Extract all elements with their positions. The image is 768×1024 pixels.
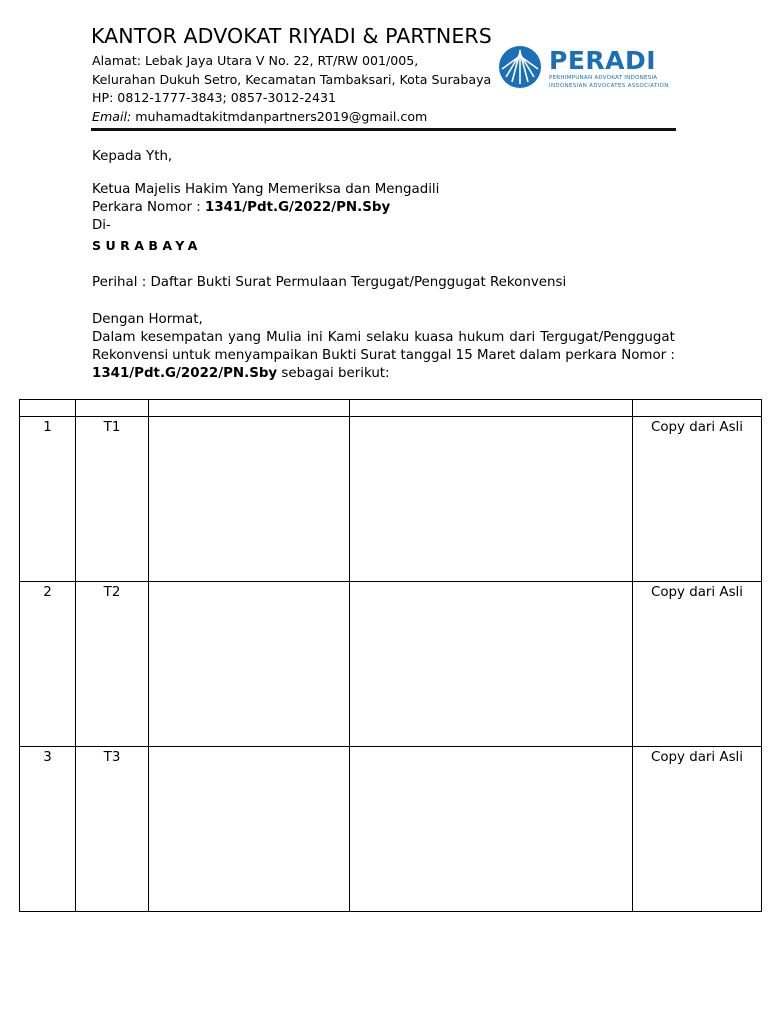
case-number: 1341/Pdt.G/2022/PN.Sby bbox=[205, 200, 391, 215]
body-paragraph bbox=[92, 329, 675, 383]
phone-line: HP: 0812-1777-3843; 0857-3012-2431 bbox=[92, 90, 337, 105]
evidence-cell bbox=[149, 582, 350, 747]
body-word: menyampaikan bbox=[214, 348, 319, 363]
firm-name: KANTOR ADVOKAT RIYADI & PARTNERS bbox=[91, 24, 492, 48]
address-line-1: Alamat: Lebak Jaya Utara V No. 22, RT/RW 001/005, bbox=[92, 53, 419, 68]
evidence-code: T1 bbox=[76, 417, 149, 582]
table-row bbox=[20, 417, 762, 582]
greeting: Dengan Hormat, bbox=[92, 312, 203, 327]
address-line-2: Kelurahan Dukuh Setro, Kecamatan Tambaksari, Kota Surabaya bbox=[92, 72, 492, 87]
body-word: dalam perkara Nomor : bbox=[519, 348, 675, 363]
body-line-3-rest: sebagai berikut: bbox=[277, 366, 390, 381]
recipient: Ketua Majelis Hakim Yang Memeriksa dan Mengadili bbox=[92, 182, 440, 197]
email-line bbox=[92, 109, 427, 124]
row-number: 2 bbox=[20, 582, 76, 747]
body-word: Surat tanggal 15 Maret bbox=[360, 348, 516, 363]
letterhead-divider bbox=[91, 128, 676, 131]
body-word: selaku bbox=[366, 330, 410, 345]
header-cell bbox=[76, 400, 149, 417]
email-label: Email: bbox=[92, 109, 132, 124]
body-word: Kami bbox=[327, 330, 362, 345]
evidence-table bbox=[19, 399, 762, 912]
header-cell bbox=[633, 400, 762, 417]
body-word: ini bbox=[306, 330, 323, 345]
body-line-1 bbox=[92, 329, 675, 347]
body-word: Mulia bbox=[266, 330, 302, 345]
logo-subtitle-en: INDONESIAN ADVOCATES ASSOCIATION bbox=[549, 83, 669, 89]
logo-name: PERADI bbox=[549, 46, 657, 75]
evidence-cell bbox=[350, 747, 633, 912]
letterhead bbox=[0, 0, 768, 140]
body-word: Rekonvensi bbox=[92, 348, 169, 363]
row-number: 3 bbox=[20, 747, 76, 912]
header-cell bbox=[350, 400, 633, 417]
evidence-cell bbox=[350, 417, 633, 582]
table-row bbox=[20, 747, 762, 912]
row-number: 1 bbox=[20, 417, 76, 582]
peradi-emblem-icon bbox=[497, 44, 543, 90]
logo-subtitle-id: PERHIMPUNAN ADVOKAT INDONESIA bbox=[549, 75, 658, 81]
body-word: kesempatan bbox=[140, 330, 223, 345]
case-reference bbox=[92, 200, 390, 215]
evidence-note: Copy dari Asli bbox=[633, 582, 762, 747]
body-word: untuk bbox=[172, 348, 211, 363]
body-word: dari bbox=[509, 330, 536, 345]
table-row bbox=[20, 582, 762, 747]
body-word: Dalam bbox=[92, 330, 136, 345]
body-line-3 bbox=[92, 365, 675, 383]
evidence-code: T2 bbox=[76, 582, 149, 747]
city: SURABAYA bbox=[92, 238, 202, 253]
peradi-logo bbox=[497, 44, 677, 94]
table-header-row bbox=[20, 400, 762, 417]
header-cell bbox=[20, 400, 76, 417]
body-word: yang bbox=[227, 330, 262, 345]
body-word: Bukti bbox=[322, 348, 357, 363]
header-cell bbox=[149, 400, 350, 417]
di-line: Di- bbox=[92, 218, 111, 233]
salutation-to: Kepada Yth, bbox=[92, 149, 173, 164]
email-value: muhamadtakitmdanpartners2019@gmail.com bbox=[135, 109, 428, 124]
evidence-note: Copy dari Asli bbox=[633, 417, 762, 582]
subject-line: Perihal : Daftar Bukti Surat Permulaan Tergugat/Penggugat Rekonvensi bbox=[92, 275, 567, 290]
body-line-2 bbox=[92, 347, 675, 365]
evidence-code: T3 bbox=[76, 747, 149, 912]
body-word: hukum bbox=[458, 330, 505, 345]
body-word: Tergugat/Penggugat bbox=[540, 330, 675, 345]
evidence-note: Copy dari Asli bbox=[633, 747, 762, 912]
body-case-number: 1341/Pdt.G/2022/PN.Sby bbox=[92, 366, 278, 381]
body-word: kuasa bbox=[414, 330, 454, 345]
case-label: Perkara Nomor : bbox=[92, 200, 206, 215]
evidence-cell bbox=[149, 747, 350, 912]
evidence-cell bbox=[149, 417, 350, 582]
evidence-cell bbox=[350, 582, 633, 747]
